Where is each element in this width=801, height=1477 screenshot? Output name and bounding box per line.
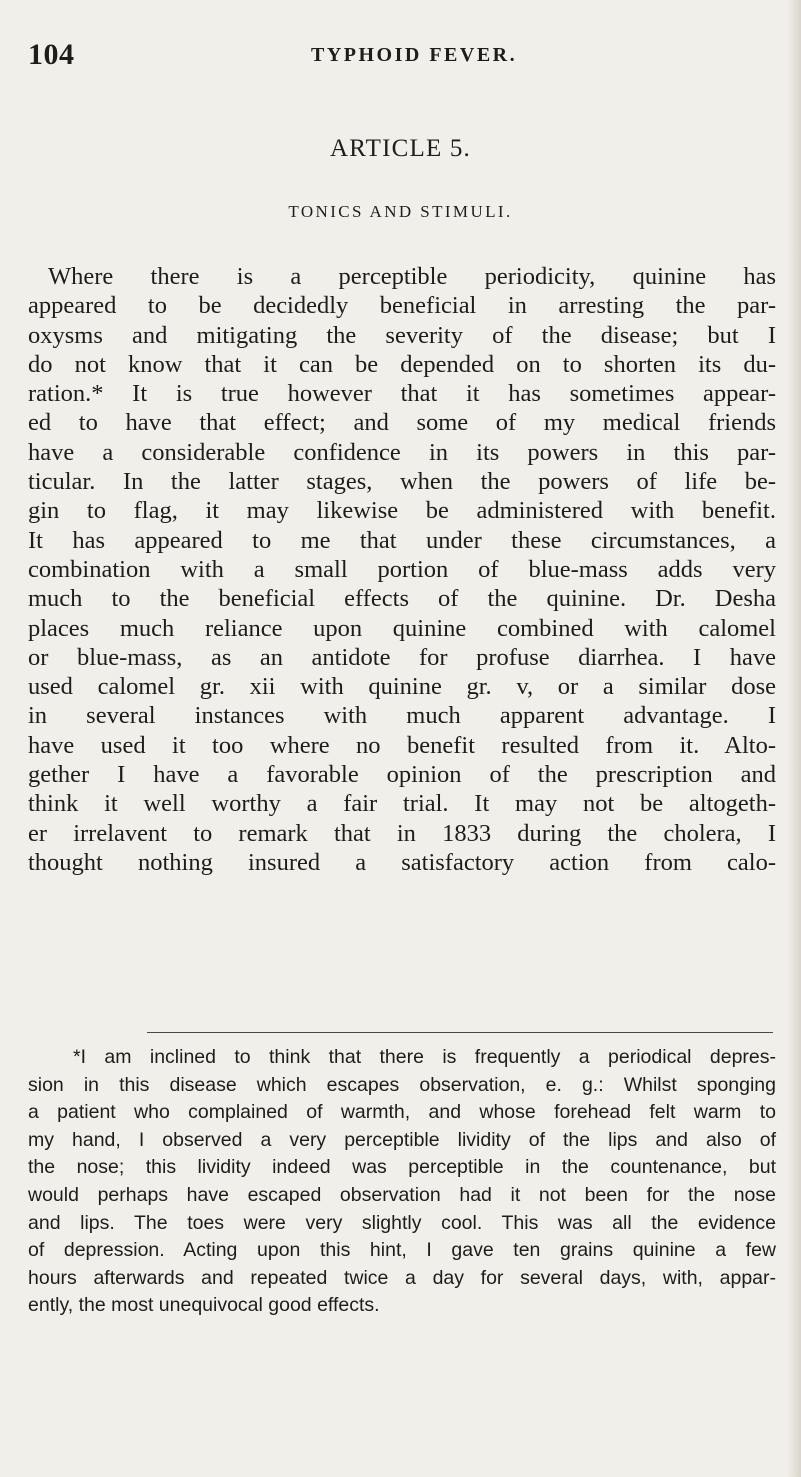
body-line: have a considerable confidence in its powers in this par- (28, 438, 776, 466)
running-head (28, 38, 768, 72)
article-heading: ARTICLE 5. (329, 135, 472, 162)
body-line: Where there is a perceptible periodicity, quinine has (48, 263, 776, 290)
page-number: 104 (28, 38, 75, 71)
body-line: appeared to be decidedly beneficial in arresting the par- (28, 292, 776, 320)
body-line: ration.* It is true however that it has sometimes appear- (28, 380, 776, 408)
body-line: It has appeared to me that under these circumstances, a (28, 526, 776, 554)
footnote-line: sion in this disease which escapes observation, e. g.: Whilst sponging (28, 1073, 776, 1096)
body-line: have used it too where no benefit resulted from it. Alto- (28, 731, 776, 759)
running-title: TYPHOID FEVER. (311, 44, 518, 66)
footnote-line: would perhaps have escaped observation had it not been for the nose (28, 1183, 776, 1206)
body-line: much to the beneficial effects of the quinine. Dr. Desha (28, 585, 776, 613)
body-line: oxysms and mitigating the severity of the disease; but I (28, 321, 776, 349)
body-line: gether I have a favorable opinion of the prescription and (28, 761, 776, 789)
body-line: or blue-mass, as an antidote for profuse diarrhea. I have (28, 643, 776, 671)
body-line: do not know that it can be depended on to shorten its du- (28, 350, 776, 378)
body-line: in several instances with much apparent advantage. I (28, 702, 776, 730)
footnote-line: a patient who complained of warmth, and whose forehead felt warm to (28, 1101, 776, 1124)
footnote-line: and lips. The toes were very slightly cool. This was all the evidence (28, 1211, 776, 1234)
section-heading: TONICS AND STIMULI. (288, 202, 513, 221)
footnote-line: of depression. Acting upon this hint, I gave ten grains quinine a few (28, 1239, 776, 1262)
footnote-line: my hand, I observed a very perceptible lividity of the lips and also of (28, 1128, 776, 1151)
footnote-line: *I am inclined to think that there is frequently a periodical depres- (73, 1046, 776, 1068)
body-paragraph (28, 262, 776, 877)
footnote-line: the nose; this lividity indeed was perceptible in the countenance, but (28, 1156, 776, 1179)
body-line: ticular. In the latter stages, when the powers of life be- (28, 468, 776, 496)
body-line: ed to have that effect; and some of my medical friends (28, 409, 776, 437)
body-line: thought nothing insured a satisfactory action from calo- (28, 848, 776, 876)
footnote-divider (147, 1032, 773, 1033)
body-line: think it well worthy a fair trial. It may not be altogeth- (28, 790, 776, 818)
footnote-line: ently, the most unequivocal good effects. (28, 1294, 380, 1317)
body-line: places much reliance upon quinine combined with calomel (28, 614, 776, 642)
body-line: combination with a small portion of blue-mass adds very (28, 555, 776, 583)
body-line: gin to flag, it may likewise be administered with benefit. (28, 497, 776, 525)
body-line: used calomel gr. xii with quinine gr. v, or a similar dose (28, 673, 776, 701)
footnote-line: hours afterwards and repeated twice a day for several days, with, appar- (28, 1266, 776, 1289)
body-line: er irrelavent to remark that in 1833 during the cholera, I (28, 819, 776, 847)
footnote (28, 1044, 776, 1320)
